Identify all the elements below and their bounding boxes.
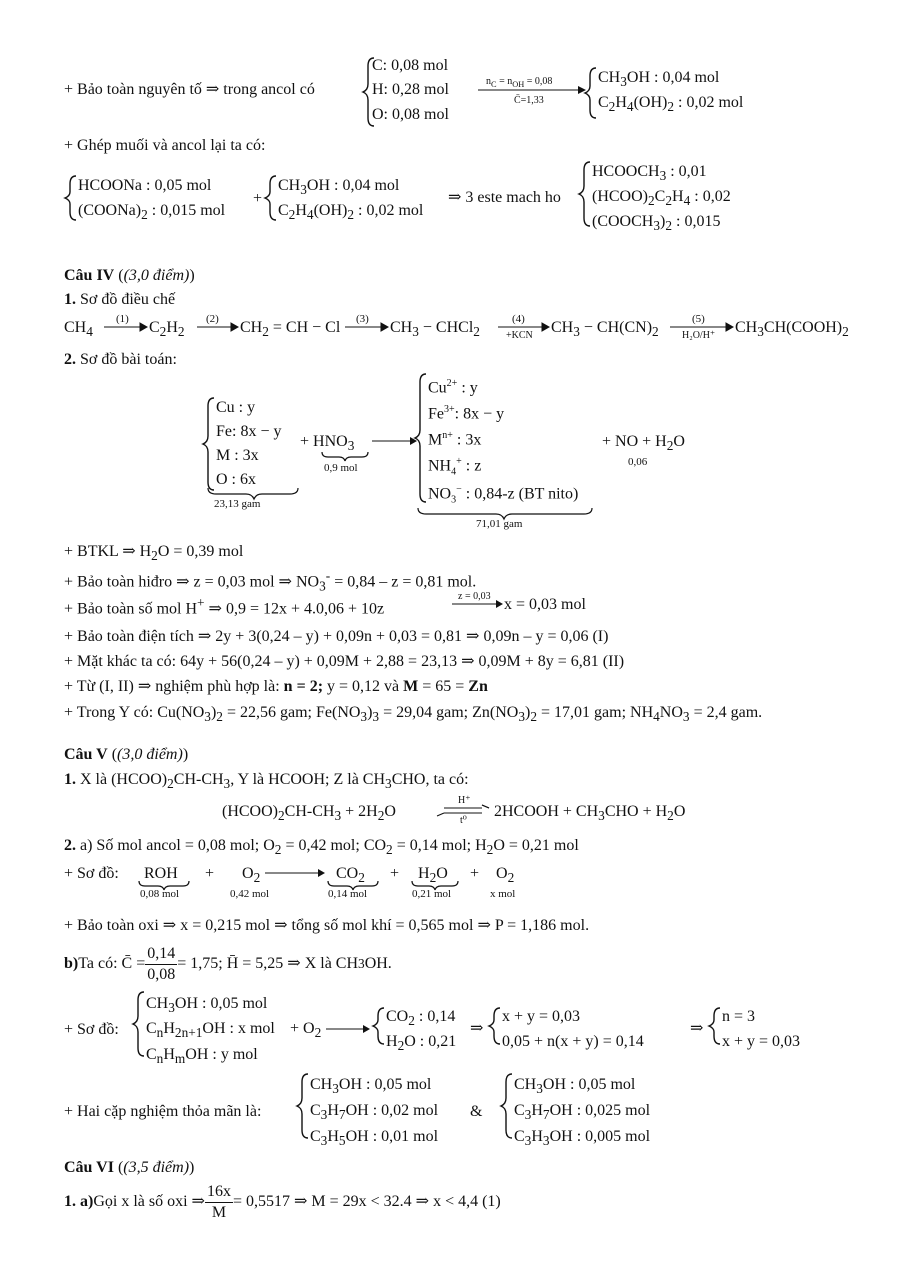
step-4-reagent: +KCN [506,330,533,341]
sd2-sys-2: 0,05 + n(x + y) = 0,14 [502,1033,644,1050]
ancol-h: H: 0,28 mol [372,81,449,98]
three-esters: ⇒ 3 este mach ho [448,189,561,206]
step-4: (4) [512,313,525,325]
step-2: (2) [206,313,219,325]
fraction-c: $\frac{0,14}{0,08}$ [147,945,176,983]
sd-plus-2: + [390,865,400,882]
p1-ch3oh: $CH_3OH$ : 0,05 mol [310,1076,432,1097]
sd-h2o-mol: 0,21 mol [412,888,452,900]
chain-ch3chcn2: $CH_3 - CH(CN)_2$ [551,319,659,340]
step-5: (5) [692,313,705,325]
result-y-contents: + Trong Y có: $Cu(NO_3)_2 = 22,56$ gam; $Fe(NO_3)_3 = 29,04$ gam; $Zn(NO_3)_2 = 17,01$ gam; $NH_4NO_3 = 2,4$ gam. [64,704,763,725]
result-btkl: + BTKL ⇒ $H_2O = 0,39$ mol [64,543,244,564]
no-mol: 0,06 [628,456,648,468]
sd2-h2o: $H_2O$ : 0,21 [386,1033,457,1054]
ancol-c2h4oh2: $C_2H_4(OH)_2$ : 0,02 mol [278,202,424,223]
input-cu: Cu : y [216,399,256,416]
chain-c2h2: $C_2H_2$ [149,319,185,340]
p1-c3h7oh: $C_3H_7OH$ : 0,02 mol [310,1102,439,1123]
result-h-plus: + Bảo toàn số mol H+ ⇒ 0,9 = 12x + 4.0,06 + 10z [64,595,385,618]
synthesis-chain: $CH_4$ [64,319,93,340]
step-5-reagent: H₂O/H⁺ [682,330,716,341]
sd2-co2: $CO_2$ : 0,14 [386,1008,456,1029]
input-o: O : 6x [216,471,256,488]
r3-result: x = 0,03 mol [504,596,586,613]
result-charge: + Bảo toàn điện tích ⇒ 2y + 3(0,24 – y) + 0,09n + 0,03 = 0,81 ⇒ 0,09n – y = 0,06 (I) [64,628,609,645]
ester-2: $(HCOO)_2C_2H_4$ : 0,02 [592,188,731,209]
result-mass: + Mặt khác ta có: 64y + 56(0,24 – y) + 0,09M + 2,88 = 23,13 ⇒ 0,09M + 8y = 6,81 (II) [64,653,625,670]
p2-c3h7oh: $C_3H_7OH$ : 0,025 mol [514,1102,651,1123]
ancol-o: O: 0,08 mol [372,106,449,123]
result-hidro: + Bảo toàn hiđro ⇒ z = 0,03 mol ⇒ $NO_3^- = 0,84 - z = 0,81$ mol. [64,568,477,594]
step-1: (1) [116,313,129,325]
section-v-1: 1. X là $(HCOO)_2CH-CH_3$, Y là HCOOH; Z là $CH_3CHO$, ta có: [64,771,469,792]
fraction-oxygen: $\frac{16x}{M}$ [206,1183,231,1221]
ampersand: & [470,1103,483,1120]
section-v-2b: b) Ta có: C̄ = $\frac{0,14}{0,08}$ = 1,75; H̄ = 5,25 ⇒ X là CH 3 OH. [64,945,392,983]
sd2-o2: + $O_2$ [290,1020,322,1041]
r3-arrow-cond: z = 0,03 [458,591,491,602]
sd-h2o: $H_2O$ [418,865,448,886]
result-solution: + Từ (I, II) ⇒ nghiệm phù hợp là: n = 2; y = 0,12 và M = 65 = Zn [64,678,488,695]
implies-2: ⇒ [690,1020,704,1037]
sd-o2: $O_2$ [242,865,261,886]
salt-coona2: $(COONa)_2$ : 0,015 mol [78,202,226,223]
output-mass: 71,01 gam [476,518,523,530]
out-cu: $Cu^{2+}$ : y [428,378,478,397]
ancol-ch3oh: $CH_3OH$ : 0,04 mol [278,177,400,198]
hno3-mol: 0,9 mol [324,462,358,474]
so-do-label: + Sơ đồ: [64,865,119,882]
arrow-condition-top: $n_C = n_{OH} = 0,08$ [486,76,553,89]
sd2-ch3oh: $CH_3OH$ : 0,05 mol [146,995,268,1016]
sd2-sys-1: x + y = 0,03 [502,1008,581,1025]
ester-1: $HCOOCH_3$ : 0,01 [592,163,707,184]
p2-c3h3oh: $C_3H_3OH$ : 0,005 mol [514,1128,651,1149]
arrow-condition-bottom: C̄=1,33 [514,95,544,106]
sd2-cnh2n1oh: $C_nH_{2n+1}OH$ : x mol [146,1020,275,1041]
out-nh4: $NH_4^+$ : z [428,456,482,478]
eq-catalyst: H⁺ [458,795,471,806]
plus-hno3: + $HNO_3$ [300,433,355,454]
sd-o2b-mol: x mol [490,888,516,900]
hydrolysis-equation-left: $(HCOO)_2CH-CH_3 + 2H_2O$ [222,803,396,824]
heading-cau-vi: Câu VI ((3,5 điểm)) [64,1159,195,1176]
line-ghep-muoi: + Ghép muối và ancol lại ta có: [64,137,266,154]
sd-plus-3: + [470,865,480,882]
hydrolysis-equation-right: 2HCOOH + $CH_3CHO + H_2O$ [494,803,686,824]
out-fe: $Fe^{3+}$: 8x − y [428,404,505,423]
sd-roh: ROH [144,865,178,882]
chain-ch3chcl2: $CH_3$ − CHCl$_2$ [390,319,480,340]
eq-heat: t⁰ [460,815,467,826]
section-iv-1: 1. Sơ đồ điều chế [64,291,176,308]
input-fe: Fe: 8x − y [216,423,282,440]
step-3: (3) [356,313,369,325]
salt-hcoona: HCOONa : 0,05 mol [78,177,212,194]
sd-co2-mol: 0,14 mol [328,888,368,900]
input-m: M : 3x [216,447,259,464]
sd-o2b: $O_2$ [496,865,515,886]
ancol-c: C: 0,08 mol [372,57,449,74]
heading-cau-iv: Câu IV ((3,0 điểm)) [64,267,195,284]
chain-product: $CH_3CH(COOH)_2$ [735,319,849,340]
heading-cau-v: Câu V ((3,0 điểm)) [64,746,189,763]
section-vi-1a: 1. a) Gọi x là số oxi ⇒ $\frac{16x}{M}$ = 0,5517 ⇒ M = 29x < 32.4 ⇒ x < 4,4 (1) [64,1183,501,1221]
out-m: $M^{n+}$ : 3x [428,430,482,449]
p2-ch3oh: $CH_3OH$ : 0,05 mol [514,1076,636,1097]
plus-sign: + [253,190,263,207]
section-v-2a: 2. a) Số mol ancol = 0,08 mol; $O_2 = 0,42$ mol; $CO_2 = 0,14$ mol; $H_2O = 0,21$ mol [64,837,579,858]
section-iv-2: 2. Sơ đồ bài toán: [64,351,177,368]
sd2-cnhmoh: $C_nH_mOH$ : y mol [146,1046,258,1067]
sd-co2: $CO_2$ [336,865,365,886]
pair-label: + Hai cặp nghiệm thỏa mãn là: [64,1103,262,1120]
result-oxy: + Bảo toàn oxi ⇒ x = 0,215 mol ⇒ tổng số mol khí = 0,565 mol ⇒ P = 1,186 mol. [64,917,590,934]
implies-1: ⇒ [470,1020,484,1037]
line-conservation-prefix: + Bảo toàn nguyên tố ⇒ trong ancol có [64,81,315,98]
result-ch3oh: $CH_3OH$ : 0,04 mol [598,69,720,90]
input-mass: 23,13 gam [214,498,261,510]
sd-roh-mol: 0,08 mol [140,888,180,900]
so-do-2-label: + Sơ đồ: [64,1021,119,1038]
result-c2h4oh2: $C_2H_4(OH)_2$ : 0,02 mol [598,94,744,115]
out-no3: $NO_3^-$ : 0,84-z (BT nito) [428,484,579,506]
p1-c3h5oh: $C_3H_5OH$ : 0,01 mol [310,1128,439,1149]
plus-no-h2o: + NO + $H_2O$ [602,433,685,454]
sd-o2-mol: 0,42 mol [230,888,270,900]
sd-plus-1: + [205,865,215,882]
sd2-n-2: x + y = 0,03 [722,1033,801,1050]
sd2-n-1: n = 3 [722,1008,756,1025]
ester-3: $(COOCH_3)_2$ : 0,015 [592,213,721,234]
chain-vinyl-chloride: $CH_2$ = CH − Cl [240,319,341,340]
